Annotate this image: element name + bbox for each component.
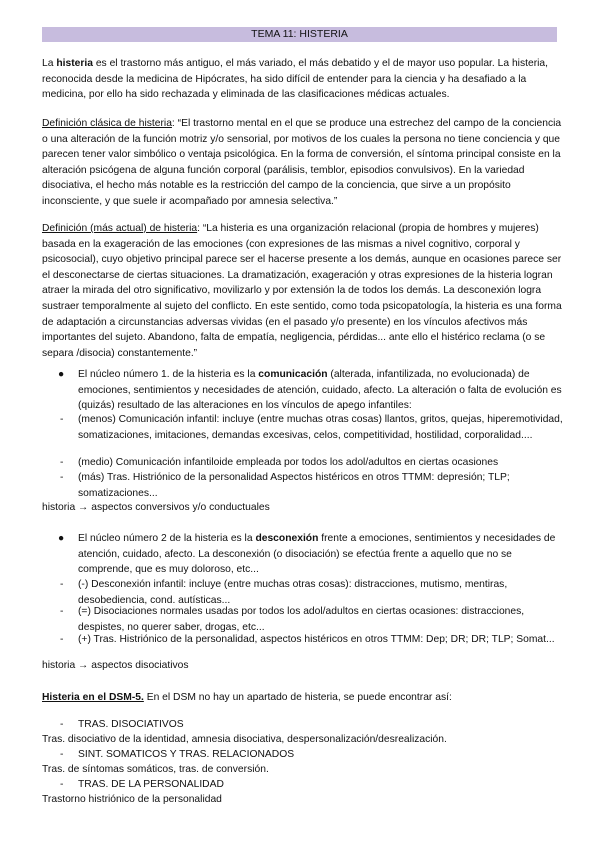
- dash-marker: -: [60, 457, 64, 468]
- nucleo2-bullet-item: [58, 531, 563, 578]
- dsm-item-1-heading: [60, 717, 184, 733]
- page-title: TEMA 11: HISTERIA: [42, 27, 557, 42]
- dash-marker: -: [60, 579, 64, 590]
- intro-text: es el trastorno más antiguo, el más variado, el más debatido y el de mayor uso popular. La histeria, reconocida desde la medicina de Hipócrates, ha sido difícil de entender para la ciencia y ha desafiado a la medicina, por ello ha sido rechazada y eliminada de las clasificaciones médicas actuales.: [42, 58, 548, 101]
- nucleo2-item-text: (=) Disociaciones normales usadas por todos los adol/adultos en ciertas ocasiones: distracciones, despistes, no querer saber, drogas, etc...: [78, 606, 525, 633]
- dash-marker: -: [60, 606, 64, 617]
- dsm-label: Histeria en el DSM-5.: [42, 692, 144, 703]
- dsm-item-3-desc: Trastorno histriónico de la personalidad: [42, 794, 222, 805]
- dash-marker: -: [60, 749, 64, 760]
- def-clasica-label: Definición clásica de histeria: [42, 118, 172, 129]
- nucleo1-item-text: (más) Tras. Histriónico de la personalidad Aspectos histéricos en otros TTMM: depresión; TLP; somatizaciones...: [78, 472, 510, 499]
- def-clasica-paragraph: [42, 116, 562, 210]
- dash-marker: -: [60, 779, 64, 790]
- nucleo1-bold-term: comunicación: [258, 369, 328, 380]
- dsm-item-2-desc: Tras. de síntomas somáticos, tras. de conversión.: [42, 764, 269, 775]
- nucleo1-item-text: (menos) Comunicación infantil: incluye (entre muchas otras cosas) llantos, gritos, quejas, hiperemotividad, somatizaciones, imitaciones, demandas excesivas, celos, competitividad, hostilidad, corporalidad....: [78, 414, 563, 441]
- intro-bold-term: histeria: [56, 58, 93, 69]
- nucleo2-item-text: (-) Desconexión infantil: incluye (entre muchas otras cosas): distracciones, mutismo, mentiras, desobediencia, cond. autísticas...: [78, 579, 508, 606]
- nucleo1-item-2: [60, 455, 563, 471]
- nucleo1-text: (alterada, infantilizada, no evolucionada) de emociones, sentimientos y necesidades de atención, cuidado, afecto. La alteración o falta de evolución es (quizás) resultado de las alteraciones en los vínculos de apego infantiles:: [78, 369, 562, 412]
- bullet-icon: ●: [58, 369, 65, 380]
- dsm-item-heading: TRAS. DE LA PERSONALIDAD: [78, 779, 224, 790]
- dsm-heading: [42, 690, 452, 706]
- dsm-item-2-heading: [60, 747, 295, 763]
- dsm-item-1-desc: Tras. disociativo de la identidad, amnesia disociativa, despersonalización/desrealización.: [42, 734, 447, 745]
- nucleo2-item-text: (+) Tras. Histriónico de la personalidad, aspectos histéricos en otros TTMM: Dep; DR; DR; TLP; Somat...: [78, 634, 555, 645]
- def-actual-text: : “La histeria es una organización relacional (propia de hombres y mujeres) basada en la exageración de las emociones (con expresiones de las mismas a nivel cognitivo, corporal y psicosocial), cuyo objetivo principal parece ser el hacerse presente a los demás, aunque en ocasiones parece ser el desconectarse de ciertas situaciones. La dramatización, exageración y otras expresiones de la histeria logran atraer la mirada del otro significativo, movilizarlo y por extensión la de todos los demás. La desconexión logra sustraer temporalmente al sujeto del conflicto. En este sentido, como toda psicopatología, la histeria es una forma de adaptación a circunstancias adversas vividas (en el pasado y/o presente) en los vínculos afectivos más importantes del sujeto. Abandono, falta de empatía, negligencia, pérdidas... ante ello el histérico reclama (o se separa /disocia) constantemente.”: [42, 223, 562, 359]
- nucleo1-footer: historia → aspectos conversivos y/o conductuales: [42, 502, 270, 513]
- def-clasica-text: : “El trastorno mental en el que se produce una estrechez del campo de la conciencia o una alteración de la función motriz y/o sensorial, por motivos de los cuales la persona no tiene conciencia y que parecen tener valor simbólico o ventaja psicológica. En la forma de conversión, el síntoma principal consiste en la alteración psicógena de alguna función corporal (parálisis, temblor, episodios convulsivos). En la variedad disociativa, el hecho más notable es la restricción del campo de la conciencia, que sirve a un propósito inconsciente, y que suele ir acompañado por amnesia selectiva.”: [42, 118, 562, 207]
- dsm-intro-text: En el DSM no hay un apartado de histeria, se puede encontrar así:: [143, 692, 452, 703]
- nucleo1-bullet-item: [58, 367, 563, 414]
- dsm-item-heading: SINT. SOMATICOS Y TRAS. RELACIONADOS: [78, 749, 295, 760]
- nucleo2-pre: El núcleo número 2 de la histeria es la: [78, 533, 256, 544]
- nucleo2-text: frente a emociones, sentimientos y necesidades de atención, cuidado, afecto. La desconexión (o disociación) se efectúa frente a aquello que no se comprende, que es muy doloroso, etc...: [78, 533, 556, 576]
- nucleo1-pre: El núcleo número 1. de la histeria es la: [78, 369, 259, 380]
- dash-marker: -: [60, 634, 64, 645]
- dash-marker: -: [60, 472, 64, 483]
- nucleo2-item-2: [60, 604, 563, 635]
- dsm-item-3-heading: [60, 777, 224, 793]
- nucleo1-item-1: [60, 412, 563, 443]
- dsm-item-heading: TRAS. DISOCIATIVOS: [78, 719, 184, 730]
- intro-pre: La: [42, 58, 57, 69]
- nucleo2-item-3: [60, 632, 563, 648]
- intro-paragraph: [42, 56, 562, 103]
- dash-marker: -: [60, 719, 64, 730]
- def-actual-paragraph: [42, 221, 562, 361]
- nucleo2-bold-term: desconexión: [255, 533, 319, 544]
- def-actual-label: Definición (más actual) de histeria: [42, 223, 198, 234]
- nucleo2-footer: historia → aspectos disociativos: [42, 660, 189, 671]
- dash-marker: -: [60, 414, 64, 425]
- nucleo1-item-3: [60, 470, 563, 501]
- bullet-icon: ●: [58, 533, 65, 544]
- nucleo1-item-text: (medio) Comunicación infantiloide empleada por todos los adol/adultos en ciertas ocasiones: [78, 457, 499, 468]
